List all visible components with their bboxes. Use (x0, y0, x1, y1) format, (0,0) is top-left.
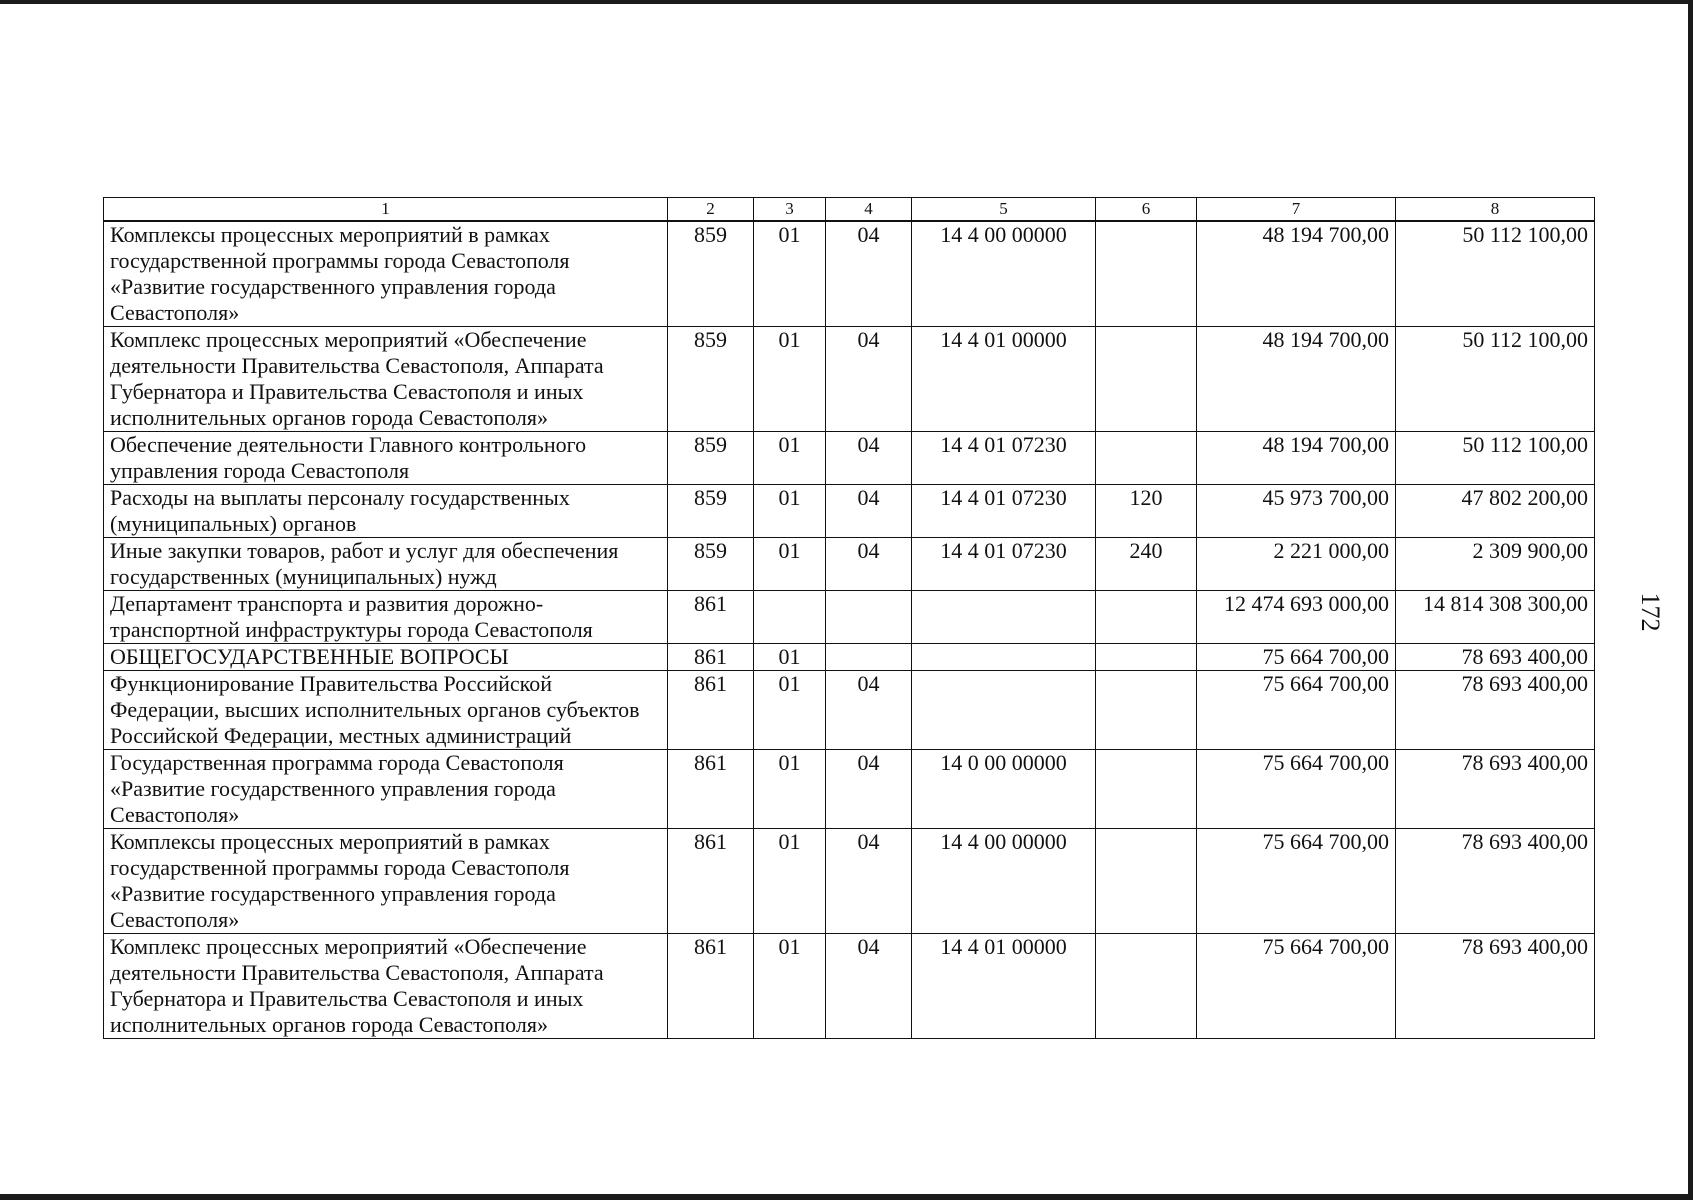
table-row (104, 591, 1595, 644)
header-cell-1: 1 (104, 198, 668, 222)
table-row (104, 221, 1595, 327)
table-row (104, 644, 1595, 671)
target-article-cell: 14 4 01 00000 (912, 934, 1096, 1039)
amount-year2-cell: 78 693 400,00 (1396, 829, 1595, 934)
amount-year2-cell: 50 112 100,00 (1396, 327, 1595, 432)
scan-edge-top (0, 0, 1693, 4)
expense-type-cell: 240 (1096, 538, 1197, 591)
header-cell-7: 7 (1197, 198, 1396, 222)
expense-type-cell (1096, 432, 1197, 485)
subsection-code-cell: 04 (826, 829, 912, 934)
amount-year1-cell: 75 664 700,00 (1197, 644, 1396, 671)
amount-year1-cell: 12 474 693 000,00 (1197, 591, 1396, 644)
expense-type-cell (1096, 829, 1197, 934)
section-code-cell: 01 (754, 221, 826, 327)
row-name-cell: Комплекс процессных мероприятий «Обеспечение деятельности Правительства Севастополя, Аппарата Губернатора и Правительства Севастополя и иных исполнительных органов города Севастополя» (104, 327, 668, 432)
ministry-code-cell: 861 (668, 644, 754, 671)
amount-year2-cell: 78 693 400,00 (1396, 934, 1595, 1039)
subsection-code-cell: 04 (826, 221, 912, 327)
expense-type-cell: 120 (1096, 485, 1197, 538)
ministry-code-cell: 859 (668, 485, 754, 538)
target-article-cell: 14 4 01 07230 (912, 432, 1096, 485)
ministry-code-cell: 859 (668, 432, 754, 485)
table-row (104, 432, 1595, 485)
expense-type-cell (1096, 221, 1197, 327)
table-row (104, 671, 1595, 750)
scan-edge-bottom (0, 1194, 1693, 1200)
row-name-cell: Функционирование Правительства Российской Федерации, высших исполнительных органов субъектов Российской Федерации, местных администраций (104, 671, 668, 750)
row-name-cell: ОБЩЕГОСУДАРСТВЕННЫЕ ВОПРОСЫ (104, 644, 668, 671)
ministry-code-cell: 859 (668, 327, 754, 432)
expense-type-cell (1096, 750, 1197, 829)
subsection-code-cell: 04 (826, 432, 912, 485)
ministry-code-cell: 859 (668, 221, 754, 327)
amount-year1-cell: 45 973 700,00 (1197, 485, 1396, 538)
amount-year2-cell: 47 802 200,00 (1396, 485, 1595, 538)
header-cell-4: 4 (826, 198, 912, 222)
table-row (104, 750, 1595, 829)
amount-year2-cell: 78 693 400,00 (1396, 671, 1595, 750)
section-code-cell: 01 (754, 829, 826, 934)
header-cell-5: 5 (912, 198, 1096, 222)
ministry-code-cell: 861 (668, 671, 754, 750)
header-cell-2: 2 (668, 198, 754, 222)
expense-type-cell (1096, 934, 1197, 1039)
ministry-code-cell: 859 (668, 538, 754, 591)
row-name-cell: Комплексы процессных мероприятий в рамках государственной программы города Севастополя «Развитие государственного управления города Севастополя» (104, 829, 668, 934)
page-number: 172 (1636, 592, 1665, 632)
target-article-cell: 14 4 00 00000 (912, 221, 1096, 327)
subsection-code-cell: 04 (826, 485, 912, 538)
ministry-code-cell: 861 (668, 591, 754, 644)
target-article-cell: 14 4 01 07230 (912, 538, 1096, 591)
expense-type-cell (1096, 327, 1197, 432)
table-row (104, 538, 1595, 591)
section-code-cell: 01 (754, 538, 826, 591)
target-article-cell (912, 671, 1096, 750)
expense-type-cell (1096, 671, 1197, 750)
header-cell-3: 3 (754, 198, 826, 222)
table-row (104, 829, 1595, 934)
subsection-code-cell (826, 591, 912, 644)
row-name-cell: Государственная программа города Севастополя «Развитие государственного управления города Севастополя» (104, 750, 668, 829)
section-code-cell: 01 (754, 432, 826, 485)
target-article-cell: 14 4 00 00000 (912, 829, 1096, 934)
target-article-cell: 14 4 01 07230 (912, 485, 1096, 538)
expense-type-cell (1096, 644, 1197, 671)
subsection-code-cell: 04 (826, 538, 912, 591)
table-header-row (104, 198, 1595, 222)
subsection-code-cell: 04 (826, 934, 912, 1039)
row-name-cell: Комплексы процессных мероприятий в рамках государственной программы города Севастополя «Развитие государственного управления города Севастополя» (104, 221, 668, 327)
amount-year2-cell: 50 112 100,00 (1396, 432, 1595, 485)
budget-table (103, 197, 1595, 1039)
subsection-code-cell: 04 (826, 327, 912, 432)
amount-year1-cell: 75 664 700,00 (1197, 750, 1396, 829)
subsection-code-cell: 04 (826, 750, 912, 829)
section-code-cell (754, 591, 826, 644)
section-code-cell: 01 (754, 327, 826, 432)
target-article-cell (912, 644, 1096, 671)
target-article-cell (912, 591, 1096, 644)
row-name-cell: Обеспечение деятельности Главного контрольного управления города Севастополя (104, 432, 668, 485)
amount-year2-cell: 2 309 900,00 (1396, 538, 1595, 591)
amount-year2-cell: 14 814 308 300,00 (1396, 591, 1595, 644)
amount-year1-cell: 48 194 700,00 (1197, 327, 1396, 432)
section-code-cell: 01 (754, 671, 826, 750)
section-code-cell: 01 (754, 644, 826, 671)
subsection-code-cell (826, 644, 912, 671)
table-row (104, 934, 1595, 1039)
row-name-cell: Департамент транспорта и развития дорожно-транспортной инфраструктуры города Севастополя (104, 591, 668, 644)
section-code-cell: 01 (754, 750, 826, 829)
section-code-cell: 01 (754, 485, 826, 538)
expense-type-cell (1096, 591, 1197, 644)
header-cell-8: 8 (1396, 198, 1595, 222)
target-article-cell: 14 4 01 00000 (912, 327, 1096, 432)
table-row (104, 327, 1595, 432)
ministry-code-cell: 861 (668, 934, 754, 1039)
target-article-cell: 14 0 00 00000 (912, 750, 1096, 829)
amount-year1-cell: 75 664 700,00 (1197, 934, 1396, 1039)
scan-edge-right (1688, 0, 1693, 1200)
amount-year1-cell: 75 664 700,00 (1197, 671, 1396, 750)
header-cell-6: 6 (1096, 198, 1197, 222)
subsection-code-cell: 04 (826, 671, 912, 750)
section-code-cell: 01 (754, 934, 826, 1039)
table-row (104, 485, 1595, 538)
row-name-cell: Иные закупки товаров, работ и услуг для обеспечения государственных (муниципальных) нужд (104, 538, 668, 591)
row-name-cell: Расходы на выплаты персоналу государственных (муниципальных) органов (104, 485, 668, 538)
ministry-code-cell: 861 (668, 750, 754, 829)
amount-year2-cell: 78 693 400,00 (1396, 750, 1595, 829)
amount-year2-cell: 50 112 100,00 (1396, 221, 1595, 327)
row-name-cell: Комплекс процессных мероприятий «Обеспечение деятельности Правительства Севастополя, Аппарата Губернатора и Правительства Севастополя и иных исполнительных органов города Севастополя» (104, 934, 668, 1039)
amount-year1-cell: 2 221 000,00 (1197, 538, 1396, 591)
ministry-code-cell: 861 (668, 829, 754, 934)
amount-year2-cell: 78 693 400,00 (1396, 644, 1595, 671)
amount-year1-cell: 75 664 700,00 (1197, 829, 1396, 934)
amount-year1-cell: 48 194 700,00 (1197, 432, 1396, 485)
amount-year1-cell: 48 194 700,00 (1197, 221, 1396, 327)
